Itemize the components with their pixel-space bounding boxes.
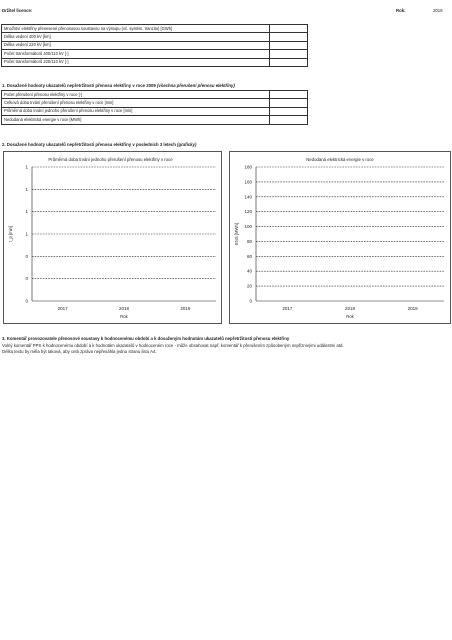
y-tick-label: 160 bbox=[244, 179, 252, 185]
table-cell: Délka vedení 220 kV [km] bbox=[2, 41, 270, 49]
y-tick-label: 1 bbox=[25, 231, 28, 237]
section3-comment-line2: Délka textu by měla být taková, aby celá zpráva nepřesáhla jednu stranu listu A4. bbox=[2, 349, 157, 354]
x-tick-label: 2019 bbox=[180, 306, 191, 311]
chart-interruption-duration-svg bbox=[4, 152, 221, 323]
y-tick-label: 0 bbox=[25, 253, 28, 259]
y-tick-label: 120 bbox=[244, 209, 252, 215]
table-cell: Délka vedení 400 kV [km] bbox=[2, 33, 270, 41]
value-cell[interactable] bbox=[270, 116, 308, 124]
value-cell[interactable] bbox=[270, 58, 308, 66]
y-tick-label: 140 bbox=[244, 194, 252, 200]
y-axis-label: ENS [MWh] bbox=[234, 223, 239, 245]
table-row bbox=[2, 41, 308, 49]
y-tick-label: 40 bbox=[246, 268, 252, 274]
table-cell: Množství elektřiny přenesené přenosovou soustavou na výstupu (vč. systém, tranzitu) [GWh] bbox=[2, 25, 270, 33]
section2-title-italic: (graficky) bbox=[177, 142, 197, 147]
holder-label: Držitel licence: bbox=[2, 8, 33, 13]
table-row bbox=[2, 116, 308, 124]
y-tick-label: 100 bbox=[244, 224, 252, 230]
x-tick-label: 2017 bbox=[282, 306, 293, 311]
x-tick-label: 2019 bbox=[407, 306, 418, 311]
table-cell: Průměrná doba trvání jednoho přerušení přenosu elektřiny v roce [min] bbox=[2, 107, 270, 115]
y-tick-label: 1 bbox=[25, 209, 28, 215]
section1-table bbox=[1, 90, 308, 125]
y-tick-label: 1 bbox=[25, 164, 28, 170]
y-tick-label: 0 bbox=[25, 276, 28, 282]
value-cell[interactable] bbox=[270, 41, 308, 49]
x-tick-label: 2017 bbox=[57, 306, 68, 311]
chart-undelivered-energy bbox=[229, 151, 451, 324]
y-tick-label: 180 bbox=[244, 164, 252, 170]
table-row bbox=[2, 50, 308, 58]
table-row bbox=[2, 91, 308, 99]
y-tick-label: 60 bbox=[246, 253, 252, 259]
section1-title bbox=[2, 84, 235, 88]
value-cell[interactable] bbox=[270, 33, 308, 41]
x-axis-label: Rok bbox=[346, 314, 354, 319]
y-tick-label: 0 bbox=[25, 298, 28, 304]
x-tick-label: 2018 bbox=[344, 306, 356, 311]
table-row bbox=[2, 33, 308, 41]
table-row bbox=[2, 107, 308, 115]
year-value: 2019 bbox=[433, 8, 443, 13]
x-axis-label: Rok bbox=[120, 314, 128, 319]
chart-title: Nedodaná elektrická energie v roce bbox=[306, 157, 374, 162]
y-tick-label: 20 bbox=[246, 283, 252, 289]
value-cell[interactable] bbox=[270, 50, 308, 58]
y-tick-label: 0 bbox=[249, 298, 252, 304]
summary-table bbox=[1, 24, 308, 67]
chart-title: Průměrná doba trvání jednoho přerušení přenosu elektřiny v roce bbox=[48, 157, 173, 162]
table-row bbox=[2, 58, 308, 66]
chart-undelivered-energy-svg bbox=[230, 152, 450, 323]
table-cell: Počet transformátorů 220/110 kV [-] bbox=[2, 58, 270, 66]
section1-title-italic: (všechna přerušení přenosu elektřiny) bbox=[156, 83, 235, 88]
table-row bbox=[2, 99, 308, 107]
value-cell[interactable] bbox=[270, 91, 308, 99]
section1-title-main: 1. Dosažené hodnoty ukazatelů nepřetržitosti přenosu elektřiny v roce 2009 bbox=[2, 83, 156, 88]
table-cell: Nedodaná elektrická energie v roce [MWh] bbox=[2, 116, 270, 124]
section2-title-main: 2. Dosažené hodnoty ukazatelů nepřetržitosti přenosu elektřiny v posledních 3 letech bbox=[2, 142, 176, 147]
table-cell: Počet transformátorů 400/110 kV [-] bbox=[2, 50, 270, 58]
table-cell: Celková doba trvání přerušení přenosu elektřiny v roce [min] bbox=[2, 99, 270, 107]
value-cell[interactable] bbox=[270, 25, 308, 33]
year-label: Rok: bbox=[396, 8, 406, 13]
table-row bbox=[2, 25, 308, 33]
section2-title bbox=[2, 143, 196, 147]
y-axis-label: t_p [min] bbox=[8, 225, 13, 243]
chart-interruption-duration bbox=[3, 151, 222, 324]
value-cell[interactable] bbox=[270, 99, 308, 107]
table-cell: Počet přerušení přenosu elektřiny v roce [-] bbox=[2, 91, 270, 99]
section3-comment-line1: Volný komentář PPS k hodnocenému období a k hodnotám ukazatelů v hodnoceném roce - může obsahovat např. komentář k přerušením způsobeným nepřiznivými událostmi atd. bbox=[2, 343, 344, 348]
y-tick-label: 80 bbox=[246, 238, 252, 244]
y-tick-label: 1 bbox=[25, 186, 28, 192]
value-cell[interactable] bbox=[270, 107, 308, 115]
section3-title: 3. Komentář provozovatele přenosové soustavy k hodnocenému období a k dosaženým hodnotám ukazatelů nepřetržitosti přenosu elektřiny bbox=[2, 336, 290, 341]
x-tick-label: 2018 bbox=[118, 306, 130, 311]
